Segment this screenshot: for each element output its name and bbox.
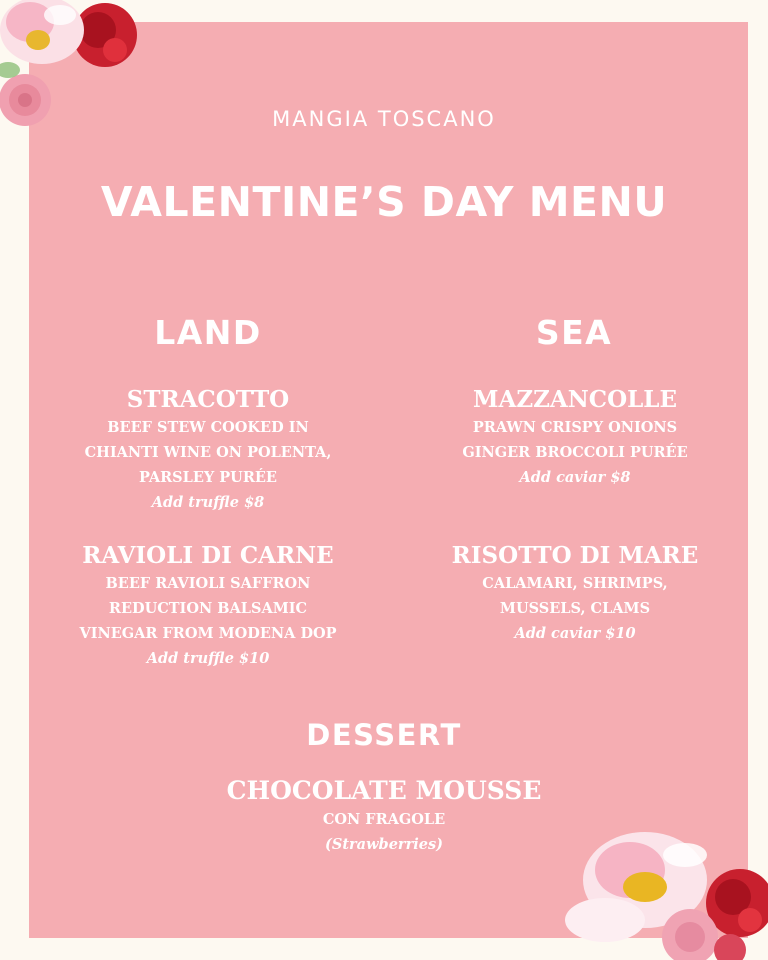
dish-addon: Add truffle $10 (146, 650, 270, 667)
dish-name: RISOTTO DI MARE (451, 542, 699, 569)
sea-column (415, 385, 735, 672)
dish-name: RAVIOLI DI CARNE (82, 542, 334, 569)
land-heading: LAND (154, 313, 262, 352)
menu-title: VALENTINE’S DAY MENU (100, 178, 668, 226)
dish-description-line: CALAMARI, SHRIMPS, (482, 575, 668, 592)
dish-name: CHOCOLATE MOUSSE (226, 776, 542, 805)
dish-note: (Strawberries) (325, 836, 443, 853)
dish-name: MAZZANCOLLE (473, 386, 677, 413)
dessert-heading: DESSERT (306, 718, 462, 752)
dish-ravioli-di-carne (48, 541, 368, 671)
dish-description-line: GINGER BROCCOLI PURÉE (462, 444, 688, 461)
dish-description-line: CON FRAGOLE (322, 811, 446, 828)
dish-description-line: PRAWN CRISPY ONIONS (472, 419, 678, 436)
dish-description-line: CHIANTI WINE ON POLENTA, (84, 444, 332, 461)
restaurant-name: MANGIA TOSCANO (272, 107, 496, 131)
dish-name: STRACOTTO (126, 386, 290, 413)
sea-heading: SEA (535, 313, 613, 352)
dish-description-line: BEEF STEW COOKED IN (107, 419, 309, 436)
dish-addon: Add caviar $8 (519, 469, 631, 486)
dish-risotto-di-mare (415, 541, 735, 646)
dish-description-line: REDUCTION BALSAMIC (108, 600, 308, 617)
dish-mazzancolle (415, 385, 735, 490)
land-column (48, 385, 368, 697)
dish-addon: Add truffle $8 (151, 494, 265, 511)
dish-stracotto (48, 385, 368, 515)
dish-description-line: BEEF RAVIOLI SAFFRON (105, 575, 311, 592)
dish-description-line: VINEGAR FROM MODENA DOP (79, 625, 337, 642)
dish-description-line: MUSSELS, CLAMS (499, 600, 651, 617)
flower-decoration-bottom-right (565, 825, 768, 960)
dish-description-line: PARSLEY PURÉE (139, 469, 277, 486)
dessert-section (184, 775, 584, 857)
dish-addon: Add caviar $10 (514, 625, 636, 642)
